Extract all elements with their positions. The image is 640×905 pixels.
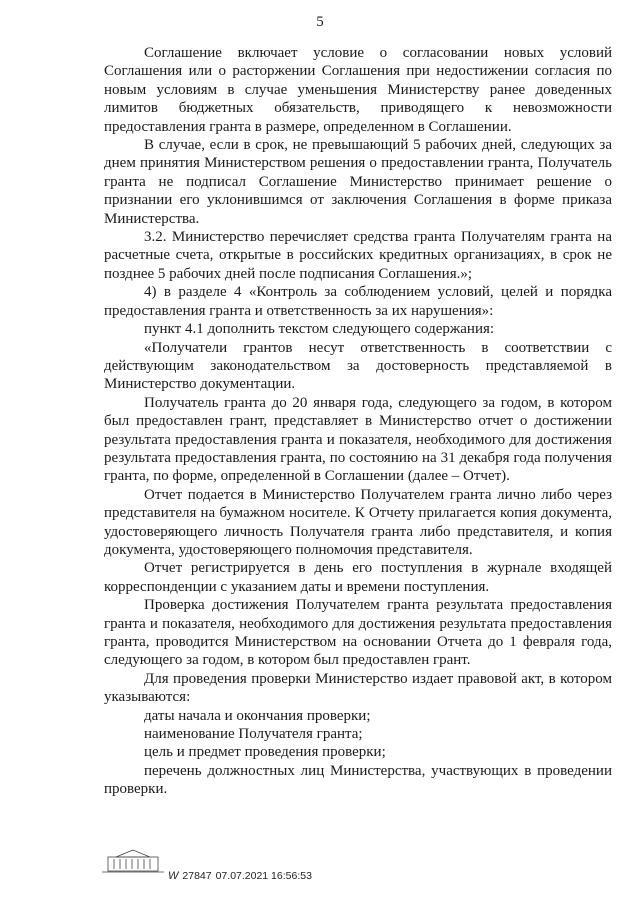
paragraph: Отчет регистрируется в день его поступления в журнале входящей корреспонденции с указанием даты и времени поступления. xyxy=(104,560,612,595)
paragraph: 3.2. Министерство перечисляет средства гранта Получателям гранта на расчетные счета, открытые в российских кредитных организациях, в срок не позднее 5 рабочих дней после подписания Соглашения.»; xyxy=(104,229,612,282)
paragraph: «Получатели грантов несут ответственность в соответствии с действующим законодательством за достоверность представляемой в Министерство документации. xyxy=(104,339,612,393)
list-item: перечень должностных лиц Министерства, участвующих в проведении проверки. xyxy=(104,762,612,798)
paragraph: 4) в разделе 4 «Контроль за соблюдением условий, целей и порядка предоставления гранта и ответственность за их нарушения»: xyxy=(104,284,612,319)
paragraph: В случае, если в срок, не превышающий 5 рабочих дней, следующих за днем принятия Министерством решения о предоставлении гранта, Получатель гранта не подписал Соглашение Министерство принимает решение о признании его уклонившимся от заключения Соглашения в форме приказа Министерства. xyxy=(104,137,612,227)
document-body xyxy=(104,44,612,799)
paragraph: Для проведения проверки Министерство издает правовой акт, в котором указываются: xyxy=(104,670,612,706)
page-number: 5 xyxy=(316,14,324,30)
list-item: наименование Получателя гранта; xyxy=(144,726,363,743)
footer-mark: W xyxy=(168,870,179,882)
registration-number: 27847 xyxy=(182,870,212,882)
list-item: цель и предмет проведения проверки; xyxy=(144,744,386,761)
list-item: даты начала и окончания проверки; xyxy=(144,707,371,724)
building-stamp-icon xyxy=(98,848,168,876)
paragraph: Соглашение включает условие о согласовании новых условий Соглашения или о расторжении Соглашения при недостижении согласия по новым условиям в случае уменьшения Министерству ранее доведенных лимитов бюджетных обязательств, приводящего к невозможности предоставления гранта в размере, определенном в Соглашении. xyxy=(104,45,612,135)
paragraph: Получатель гранта до 20 января года, следующего за годом, в котором был предоставлен грант, представляет в Министерство отчет о достижении результата предоставления гранта и показателя, необходимого для достижения результата предоставления гранта, по состоянию на 31 декабря года получения гранта, по форме, определенной в Соглашении (далее – Отчет). xyxy=(104,394,612,485)
registration-footer xyxy=(168,870,312,882)
paragraph: Проверка достижения Получателем гранта результата предоставления гранта и показателя, необходимого для достижения результата предоставления гранта, проводится Министерством на основании Отчета до 1 февраля года, следующего за годом, в котором был предоставлен грант. xyxy=(104,597,612,669)
paragraph: Отчет подается в Министерство Получателем гранта лично либо через представителя на бумажном носителе. К Отчету прилагается копия документа, удостоверяющего личность Получателя гранта либо представителя, и копия документа, удостоверяющего полномочия представителя. xyxy=(104,486,612,558)
registration-datetime: 07.07.2021 16:56:53 xyxy=(215,870,312,882)
paragraph: пункт 4.1 дополнить текстом следующего содержания: xyxy=(144,321,495,338)
